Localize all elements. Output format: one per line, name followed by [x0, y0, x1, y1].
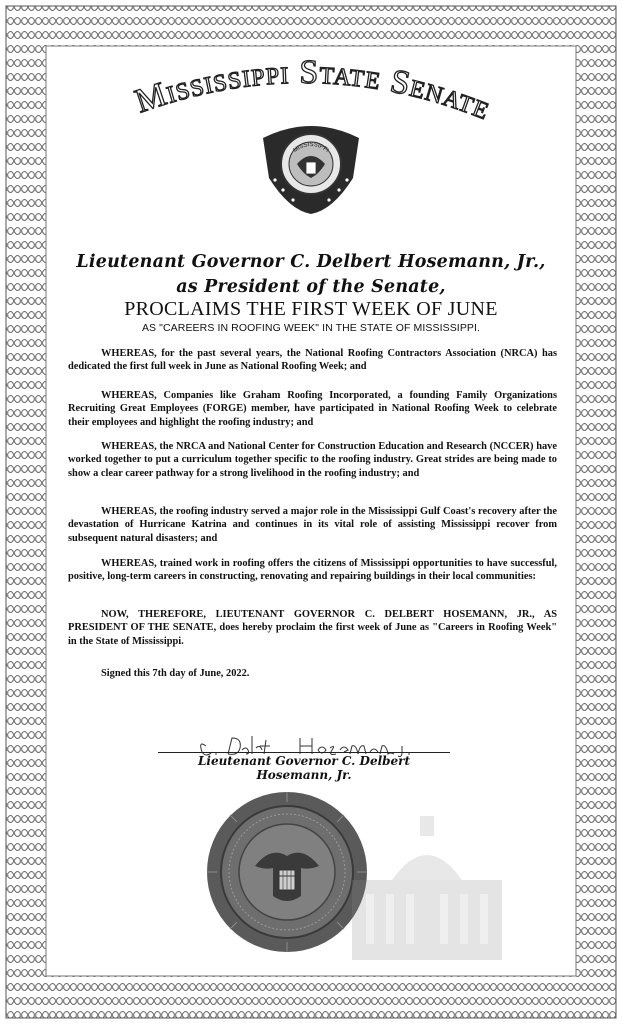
paragraph-text: WHEREAS, the roofing industry served a major role in the Mississippi Gulf Coast's recovery after the devastation of Hurricane Katrina and continues in its vital role of assisting Mississippi recover from subsequent natural disasters; and	[68, 506, 557, 544]
paragraph-text: NOW, THEREFORE, LIEUTENANT GOVERNOR C. DELBERT HOSEMANN, JR., AS PRESIDENT OF THE SENATE, does hereby proclaim the first week of June as "Careers in Roofing Week" in the State of Mississippi.	[68, 609, 557, 647]
paragraph-text: WHEREAS, the NRCA and National Center for Construction Education and Research (NCCER) have worked together to put a curriculum together specific to the roofing industry. Great strides are being made to show a clear career pathway for a strong livelihood in the roofing industry; and	[68, 441, 557, 479]
emblem-ring-text: MISSISSIPPI	[292, 141, 330, 155]
capitol-watermark	[332, 790, 522, 970]
paragraph-text: WHEREAS, Companies like Graham Roofing Incorporated, a founding Family Organizations Recruiting Great Employees (FORGE) member, have participated in National Roofing Week to celebrate their employees and highlight the roofing industry; and	[68, 390, 557, 428]
paragraph-text: WHEREAS, trained work in roofing offers the citizens of Mississippi opportunities to have successful, positive, long-term careers in constructing, renovating and repairing buildings in their local communities:	[68, 558, 557, 583]
president-senate-line: as President of the Senate,	[176, 277, 446, 297]
whereas-paragraph	[68, 347, 557, 374]
governor-name-line: Lieutenant Governor C. Delbert Hosemann, Jr.,	[76, 252, 546, 272]
signed-date: Signed this 7th day of June, 2022.	[101, 668, 250, 679]
arc-title-text: Mississippi State Senate	[130, 53, 497, 128]
senate-emblem	[253, 118, 369, 218]
proclamation-paragraph	[68, 608, 557, 648]
whereas-paragraph	[68, 440, 557, 480]
proclamation-headline: PROCLAIMS THE FIRST WEEK OF JUNE	[124, 298, 498, 320]
svg-text:Mississippi State Senate	[131, 54, 496, 127]
whereas-paragraph	[68, 505, 557, 545]
signature-line	[158, 752, 450, 753]
whereas-paragraph	[68, 389, 557, 429]
signature-caption: Lieutenant Governor C. Delbert Hosemann, Jr.	[197, 754, 411, 782]
whereas-paragraph	[68, 557, 557, 584]
proclamation-subtitle: AS "CAREERS IN ROOFING WEEK" IN THE STATE OF MISSISSIPPI.	[141, 322, 481, 334]
paragraph-text: WHEREAS, for the past several years, the National Roofing Contractors Association (NRCA) has dedicated the first full week in June as National Roofing Week; and	[68, 348, 557, 373]
